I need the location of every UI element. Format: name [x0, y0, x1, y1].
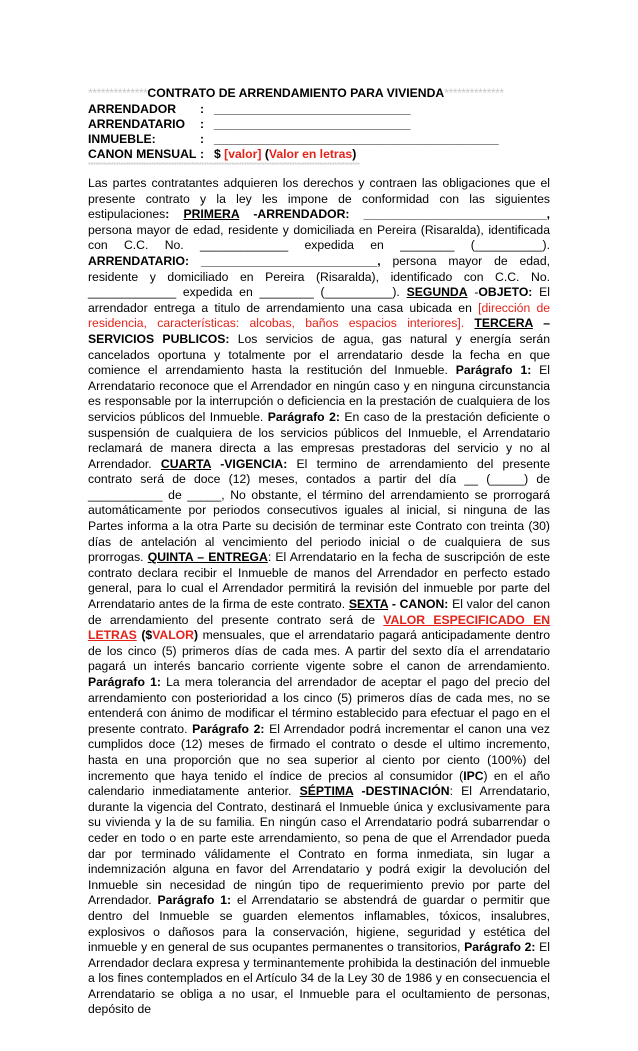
inmueble-row — [88, 132, 550, 147]
canon-pago-text: mensuales, que el arrendatario pagará anticipadamente dentro de los cinco (5) primeros días de cada mes. A partir del sexto día el arrendatario pagará un interés bancario corriente vigente sobre el canon de arrendamiento. — [88, 628, 550, 674]
canon-heading: - CANON: — [388, 597, 449, 612]
segunda-dash: - — [467, 285, 479, 300]
arrendatario-heading: ARRENDATARIO: __________________________, — [88, 253, 381, 268]
valor-open: ($ — [136, 628, 153, 643]
arrendador-colon: : — [200, 102, 205, 116]
tercera-paragrafo-2-text: En caso de la prestación deficiente o suspensión de cualquiera de los servicios públicos del Inmueble, el Arrendatario reclamará de manera directa a las empresas prestadoras del servicio y no al Arrendador. — [88, 409, 551, 471]
arrendador-label: ARRENDADOR — [88, 102, 177, 116]
entrega-text: : El Arrendatario en la fecha de suscripción de este contrato declara recibir el Inmueble de manos del Arrendador en perfecto estado general, para lo cual el Arrendador permitirá la revisión del inmueble por parte del Arrendatario antes de la firma de este contrato. — [88, 550, 550, 612]
destinacion-heading: -DESTINACIÓN — [353, 784, 450, 799]
canon-row — [88, 147, 550, 162]
title-stars-left: ************** — [88, 86, 148, 100]
arrendatario-label: ARRENDATARIO — [88, 117, 186, 131]
servicios-heading: – SERVICIOS PUBLICOS: — [88, 316, 550, 346]
title-stars-right: ************** — [444, 86, 504, 100]
clause-tercera: TERCERA — [474, 316, 533, 331]
clause-primera: PRIMERA — [183, 207, 240, 222]
canon-close-paren: ) — [352, 147, 357, 161]
servicios-text: Los servicios de agua, gas natural y energía serán cancelados oportuna y totalmente por el arrendatario desde la fecha en que comience el arrendamiento hasta la restitución del Inmueble. — [88, 331, 550, 378]
canon-dollar: $ — [214, 147, 221, 161]
tercera-paragrafo-2: Parágrafo 2: — [267, 409, 340, 424]
contract-body — [88, 176, 550, 1018]
valor-close: ) — [193, 628, 199, 643]
clause-septima: SÉPTIMA — [299, 784, 354, 799]
destinacion-text: : El Arrendatario, durante la vigencia del Contrato, destinará el Inmueble única y exclusivamente para su vivienda y la de su familia. En ningún caso el Arrendatario podrá subarrendar o ceder en todo o en parte este arrendamiento, so pena de que el Arrendador pueda dar por terminado válidamente el Contrato en forma inmediata, sin lugar a indemnización alguna en favor del Arrendatario y podrá exigir la devolución del Inmueble sin necesidad de ningún tipo de requerimiento previo por parte del Arrendador. — [88, 784, 550, 908]
space — [464, 316, 474, 330]
arrendador-blank: _____________________________ — [214, 102, 411, 116]
title-text: CONTRATO DE ARRENDAMIENTO PARA VIVIENDA — [147, 86, 445, 100]
tercera-paragrafo-1: Parágrafo 1: — [455, 363, 532, 378]
ipc-after-text: ) en el año calendario inmediatamente anterior. — [88, 768, 551, 799]
septima-paragrafo-2-text: El Arrendador declara expresa y terminantemente prohibida la destinación del inmueble a los fines contemplados en el Artículo 34 de la Ley 30 de 1986 y en consecuencia el Arrendatario se obliga a no usar, el Inmueble para el ocultamiento de personas, depósito de — [88, 940, 551, 1017]
separator-stars: ************************************************************************************************************ — [88, 161, 360, 170]
canon-text: El valor del canon de arrendamiento del presente contrato será de — [88, 597, 550, 627]
septima-paragrafo-1-text: el Arrendatario se abstendrá de guardar o permitir que dentro del Inmueble se guarden elementos inflamables, tóxicos, insalubres, explosivos o dañosos para la conservación, higiene, seguridad y estética del inmueble y en general de sus ocupantes permanentes o transitorios, — [88, 893, 550, 955]
inmueble-label: INMUEBLE: — [88, 132, 156, 146]
arrendador-text: persona mayor de edad, residente y domiciliada en Pereira (Risaralda), identificada con C.C. No. _____________ expedida en ________ (__________). — [88, 222, 550, 253]
sexta-paragrafo-2-text: El Arrendador podrá incrementar el canon una vez cumplidos doce (12) meses de firmado el contrato o desde el ultimo incremento, hasta en una proporción que no sea superior al ciento por ciento (100%) del incremento que haya tenido el índice de precios al consumidor ( — [88, 721, 551, 783]
canon-letras: Valor en letras — [268, 147, 353, 161]
canon-label: CANON MENSUAL — [88, 147, 197, 161]
canon-valor: [valor] — [224, 147, 262, 161]
canon-open-paren: ( — [264, 147, 269, 161]
tercera-paragrafo-1-text: El Arrendatario reconoce que el Arrendador en ningún caso y en ninguna circunstancia es responsable por la interrupción o deficiencia en la prestación de cualquiera de los servicios públicos del Inmueble. — [88, 363, 550, 424]
arrendador-heading: -ARRENDADOR: ___________________________, — [239, 207, 550, 222]
inmueble-colon: : — [200, 132, 205, 146]
arrendatario-text: persona mayor de edad, residente y domiciliado en Pereira (Risaralda), identificado con C.C. No. _____________ expedida en ________ (__________). — [88, 253, 550, 300]
sexta-paragrafo-1-text: La mera tolerancia del arrendador de aceptar el pago del precio del arrendamiento con posterioridad a los cinco (5) primeros días de cada mes, no se entenderá con ánimo de modificar el término establecido para efectuar el pago en el presente contrato. — [88, 675, 551, 736]
inmueble-blank: __________________________________________ — [214, 132, 499, 146]
arrendatario-blank: _____________________________ — [214, 117, 411, 131]
canon-colon: : — [200, 147, 205, 161]
vigencia-heading: -VIGENCIA: — [211, 456, 288, 471]
arrendador-row — [88, 102, 550, 117]
valor-placeholder: VALOR — [152, 628, 194, 643]
vigencia-text: El termino de arrendamiento del presente contrato será de doce (12) meses, contados a partir del día __ (_____) de ___________ de _____, No obstante, el término del arrendamiento se prorrogará automáticamente por periodos consecutivos iguales al inicial, si ninguna de las Partes informa a la otra Parte su decisión de terminar este Contrato con treinta (30) días de antelación al vencimiento del periodo inicial o de cualquiera de sus prorrogas. — [88, 456, 550, 565]
clause-segunda: SEGUNDA — [406, 285, 468, 300]
sexta-paragrafo-1: Parágrafo 1: — [88, 675, 161, 689]
ipc-abbrev: IPC — [463, 768, 484, 783]
objeto-placeholder: [dirección de residencia, características: alcobas, baños espacios interiores]. — [88, 300, 551, 331]
clause-sexta: SEXTA — [348, 597, 389, 612]
objeto-text: El arrendador entrega a titulo de arrendamiento una casa ubicada en — [88, 285, 550, 315]
arrendatario-row — [88, 117, 550, 132]
valor-letras-placeholder: VALOR ESPECIFICADO EN LETRAS — [88, 612, 551, 643]
clause-quinta: QUINTA – ENTREGA — [147, 550, 268, 565]
objeto-heading: OBJETO: — [478, 285, 533, 300]
clause-cuarta: CUARTA — [160, 456, 212, 471]
sexta-paragrafo-2: Parágrafo 2: — [192, 721, 265, 736]
septima-paragrafo-1: Parágrafo 1: — [157, 893, 232, 908]
arrendatario-colon: : — [200, 117, 205, 131]
intro-text: Las partes contratantes adquieren los derechos y contraen las obligaciones que el presente contrato y la ley les impone de conformidad con las siguientes estipulaciones — [88, 176, 550, 222]
intro-colon: : — [165, 207, 184, 222]
septima-paragrafo-2: Parágrafo 2: — [464, 940, 536, 955]
contract-title — [88, 86, 550, 101]
